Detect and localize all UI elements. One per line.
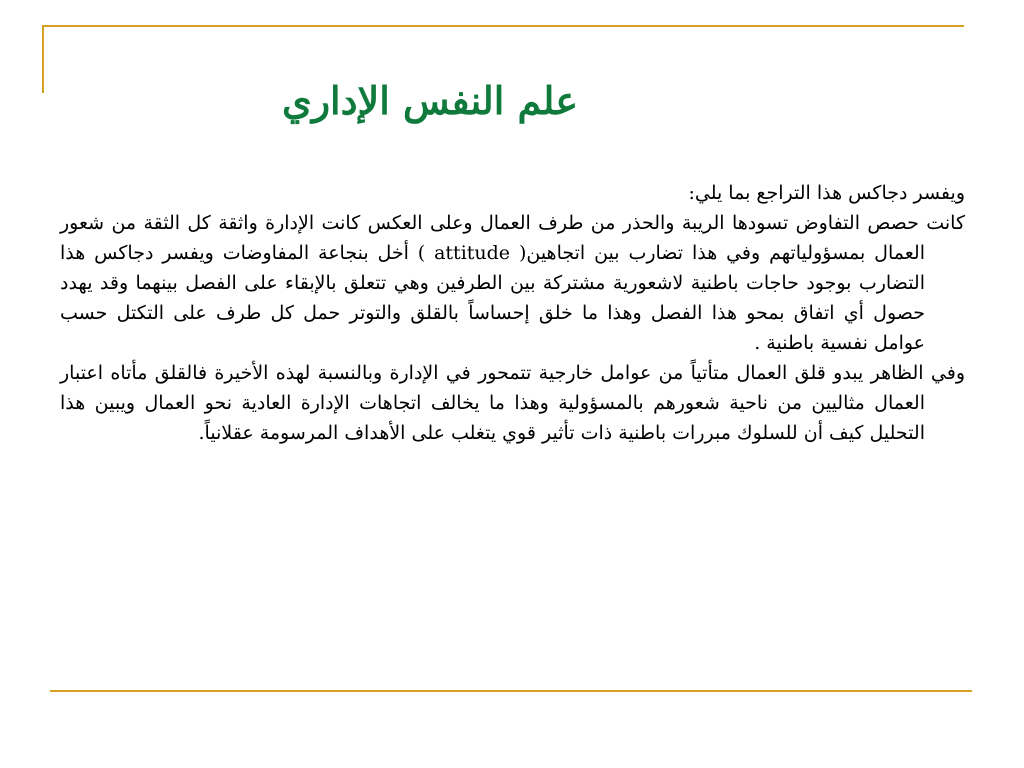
slide-title: علم النفس الإداري [281,78,579,124]
slide-body [60,178,965,448]
bottom-border-line [50,690,972,692]
top-border-line [42,25,964,27]
body-paragraph-intro: ويفسر دجاكس هذا التراجع بما يلي: [688,182,965,204]
left-border-line [42,25,44,93]
body-paragraph-anxiety: وفي الظاهر يبدو قلق العمال متأتياً من عوامل خارجية تتمحور في الإدارة وبالنسبة لهذه الأخيرة فالقلق مأتاه اعتبار العمال مثاليين من ناحية شعورهم بالمسؤولية وهذا ما يخالف اتجاهات الإدارة العادية نحو العمال ويبين هذا التحليل كيف أن للسلوك مبررات باطنية ذات تأثير قوي يتغلب على الأهداف المرسومة عقلانياً. [60,362,965,444]
body-paragraph-negotiation: كانت حصص التفاوض تسودها الريبة والحذر من طرف العمال وعلى العكس كانت الإدارة واثقة كل الثقة من شعور العمال بمسؤولياتهم وفي هذا تضارب بين اتجاهين( attitude ) أخل بنجاعة المفاوضات ويفسر دجاكس هذا التضارب بوجود حاجات باطنية لاشعورية مشتركة بين الطرفين وهي تتعلق بالإبقاء على الفصل بينهما وقد يهدد حصول أي اتفاق بمحو هذا الفصل وهذا ما خلق إحساساً بالقلق والتوتر حمل كل طرف على التكتل حسب عوامل نفسية باطنية . [60,212,965,354]
